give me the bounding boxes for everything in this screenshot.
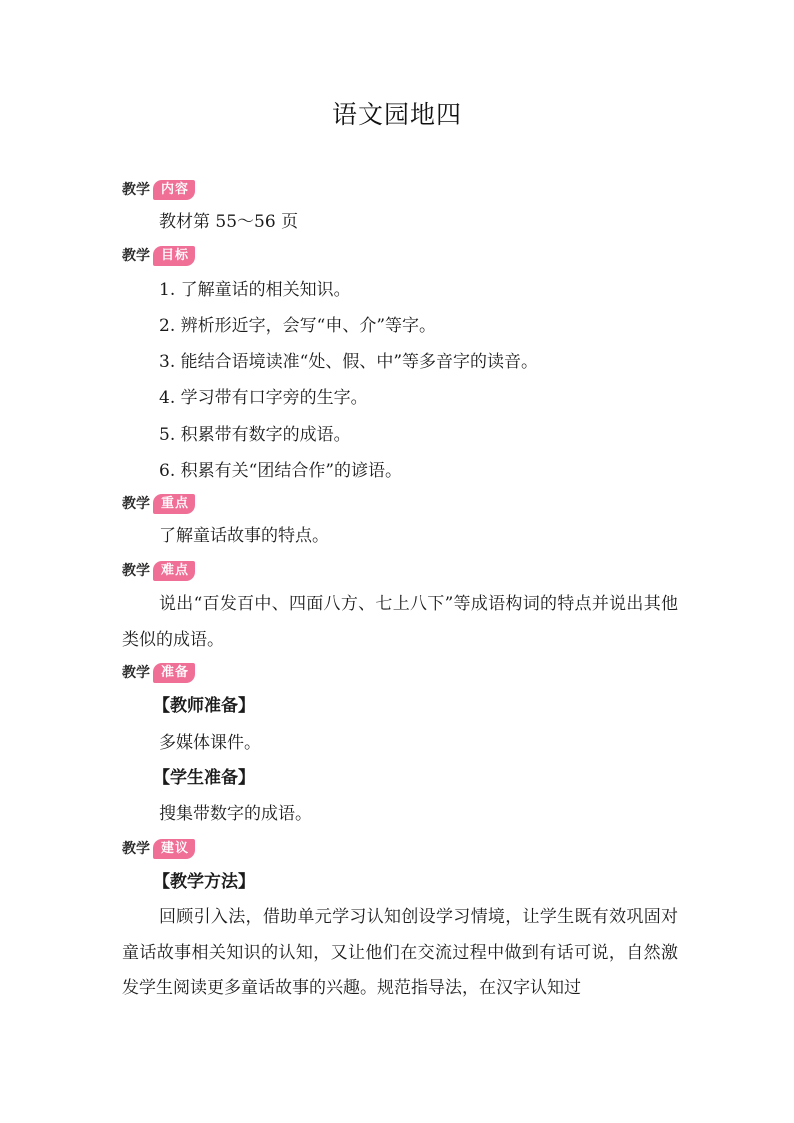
goal-item-3: 3. 能结合语境读准“处、假、中”等多音字的读音。 (159, 352, 539, 372)
section-tag-preparation (122, 663, 195, 683)
section-tag-label: 准备 (153, 663, 195, 683)
section-tag-focus (122, 494, 195, 514)
focus-text: 了解童话故事的特点。 (159, 526, 329, 546)
teacher-prep-text: 多媒体课件。 (159, 733, 261, 753)
student-prep-heading: 【学生准备】 (153, 768, 255, 788)
goal-item-4: 4. 学习带有口字旁的生字。 (159, 388, 368, 408)
section-tag-label: 内容 (153, 180, 195, 200)
section-tag-suggestion (122, 839, 195, 859)
section-tag-label: 目标 (153, 246, 195, 266)
goal-item-2: 2. 辨析形近字，会写“申、介”等字。 (159, 316, 437, 336)
content-text: 教材第 55～56 页 (159, 212, 299, 232)
section-tag-prefix: 教学 (122, 563, 150, 579)
section-tag-prefix: 教学 (122, 665, 150, 681)
section-tag-prefix: 教学 (122, 841, 150, 857)
section-tag-label: 建议 (153, 839, 195, 859)
student-prep-text: 搜集带数字的成语。 (159, 804, 312, 824)
section-tag-prefix: 教学 (122, 496, 150, 512)
teacher-prep-heading: 【教师准备】 (153, 696, 255, 716)
section-tag-prefix: 教学 (122, 182, 150, 198)
method-heading: 【教学方法】 (153, 872, 255, 892)
section-tag-label: 难点 (153, 561, 195, 581)
section-tag-label: 重点 (153, 494, 195, 514)
section-tag-difficulty (122, 561, 195, 581)
goal-item-5: 5. 积累带有数字的成语。 (159, 425, 351, 445)
section-tag-goals (122, 246, 195, 266)
difficulty-text: 说出“百发百中、四面八方、七上八下”等成语构词的特点并说出其他类似的成语。 (122, 594, 678, 650)
goal-item-1: 1. 了解童话的相关知识。 (159, 280, 351, 300)
method-text: 回顾引入法，借助单元学习认知创设学习情境，让学生既有效巩固对童话故事相关知识的认知，又让他们在交流过程中做到有话可说，自然激发学生阅读更多童话故事的兴趣。规范指导法，在汉字认知过 (122, 907, 678, 998)
goal-item-6: 6. 积累有关“团结合作”的谚语。 (159, 461, 403, 481)
section-tag-content (122, 180, 195, 200)
section-tag-prefix: 教学 (122, 248, 150, 264)
page-title: 语文园地四 (331, 100, 462, 129)
